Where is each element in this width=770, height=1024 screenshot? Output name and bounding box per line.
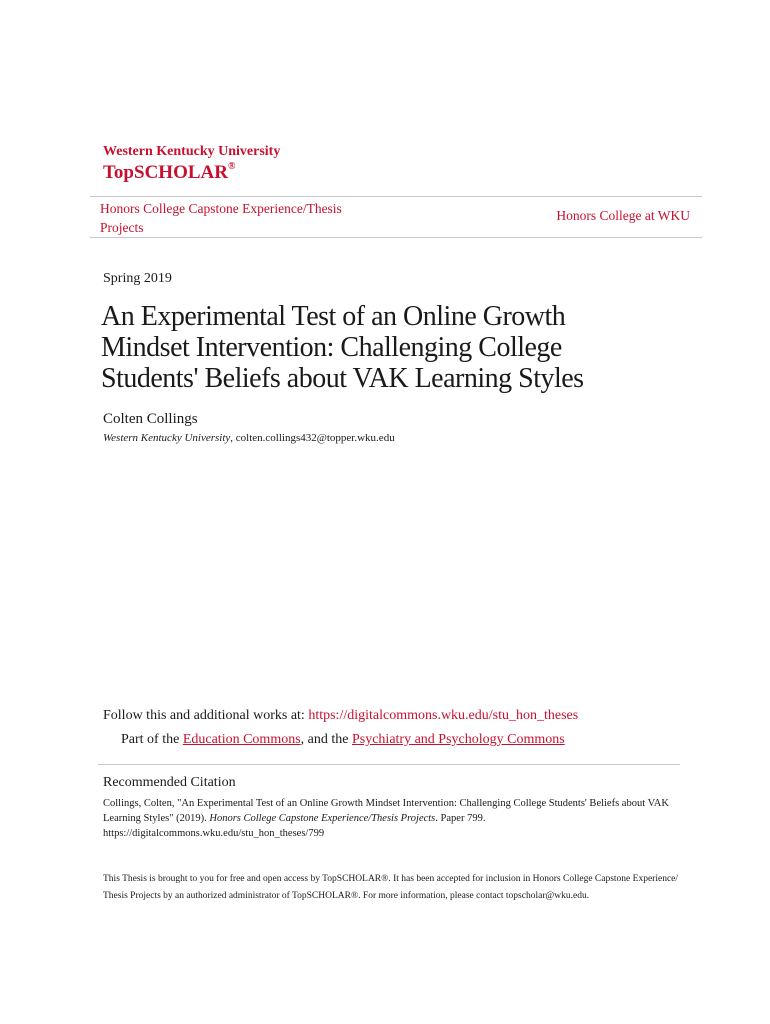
follow-line: [103, 708, 578, 724]
education-commons-link[interactable]: Education Commons: [182, 732, 301, 747]
publication-date: Spring 2019: [103, 271, 172, 286]
author-email: , colten.collings432@topper.wku.edu: [230, 432, 395, 444]
collection-link[interactable]: [100, 199, 370, 237]
access-notice: This Thesis is brought to you for free and open access by TopSCHOLAR®. It has been accepted for inclusion in Honors College Capstone Experience/ Thesis Projects by an authorized administrator of TopSCHOLAR®. For more information, please contact topscholar@wku.edu.: [103, 874, 679, 901]
author-name: Colten Collings: [103, 411, 198, 427]
title-line-3: Students' Beliefs about VAK Learning Styles: [101, 363, 584, 394]
citation-text: [103, 796, 683, 841]
follow-url-link[interactable]: https://digitalcommons.wku.edu/stu_hon_theses: [308, 708, 579, 723]
part-of-prefix: Part of the: [121, 732, 183, 747]
paper-title: [101, 301, 661, 394]
title-line-1: An Experimental Test of an Online Growth: [101, 301, 566, 332]
divider: [98, 764, 680, 765]
institution-name: Western Kentucky University: [103, 144, 281, 159]
repository-label: TopSCHOLAR: [103, 162, 228, 183]
citation-heading: Recommended Citation: [103, 775, 236, 790]
citation-series: Honors College Capstone Experience/Thesis Projects: [209, 813, 436, 824]
registered-mark: ®: [227, 161, 236, 172]
follow-prefix: Follow this and additional works at:: [103, 708, 309, 723]
collection-line-1: Honors College Capstone Experience/Thesis: [100, 201, 342, 216]
psychiatry-commons-link[interactable]: Psychiatry and Psychology Commons: [351, 732, 565, 747]
repository-name[interactable]: [103, 162, 235, 184]
title-line-2: Mindset Intervention: Challenging College: [101, 332, 562, 363]
and-the-text: , and the: [300, 732, 352, 747]
citation-url: https://digitalcommons.wku.edu/stu_hon_theses/799: [103, 828, 325, 839]
author-affiliation: [103, 432, 395, 444]
citation-text-a: Collings, Colten, "An Experimental Test of an Online Growth Mindset Intervention: Challenging College Students' Beliefs about VAK Learning Styles" (2019).: [103, 798, 669, 824]
collection-line-2: Projects: [100, 220, 144, 235]
affiliation-name: Western Kentucky University: [103, 432, 231, 444]
citation-text-b: . Paper 799.: [435, 813, 486, 824]
collection-band: [90, 196, 702, 238]
part-of-line: [121, 732, 565, 748]
parent-collection-link[interactable]: Honors College at WKU: [556, 208, 690, 223]
